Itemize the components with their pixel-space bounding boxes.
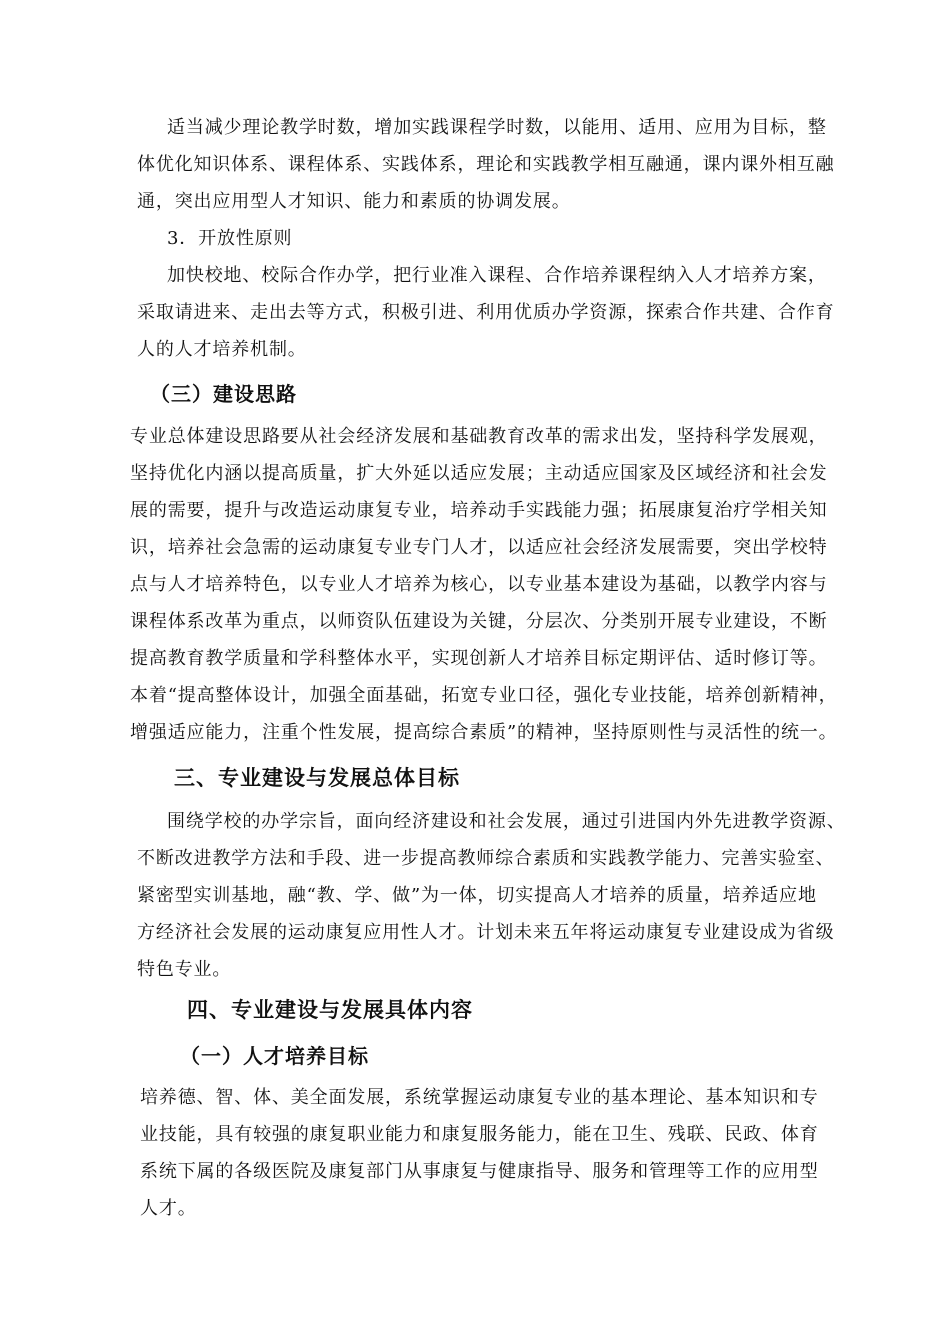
paragraph-line: 方经济社会发展的运动康复应用性人才。计划未来五年将运动康复专业建设成为省级 bbox=[137, 922, 835, 943]
paragraph-line: 适当减少理论教学时数，增加实践课程学时数，以能用、适用、应用为目标，整 bbox=[167, 117, 827, 138]
paragraph-line: 点与人才培养特色，以专业人才培养为核心，以专业基本建设为基础，以教学内容与 bbox=[130, 574, 828, 595]
paragraph-line: 人的人才培养机制。 bbox=[137, 339, 307, 360]
paragraph-line: 坚持优化内涵以提高质量，扩大外延以适应发展；主动适应国家及区域经济和社会发 bbox=[130, 463, 828, 484]
paragraph-line: 本着“提高整体设计，加强全面基础，拓宽专业口径，强化专业技能，培养创新精神， bbox=[130, 685, 838, 706]
principle-title: 3．开放性原则 bbox=[167, 228, 293, 249]
paragraph-line: 不断改进教学方法和手段、进一步提高教师综合素质和实践教学能力、完善实验室、 bbox=[137, 848, 835, 869]
paragraph-line: 展的需要，提升与改造运动康复专业，培养动手实践能力强；拓展康复治疗学相关知 bbox=[130, 500, 828, 521]
paragraph-line: 加快校地、校际合作办学，把行业准入课程、合作培养课程纳入人才培养方案， bbox=[167, 265, 827, 286]
paragraph-line: 提高教育教学质量和学科整体水平，实现创新人才培养目标定期评估、适时修订等。 bbox=[130, 648, 828, 669]
section-subheading: （三）建设思路 bbox=[150, 382, 297, 406]
paragraph-line: 体优化知识体系、课程体系、实践体系，理论和实践教学相互融通，课内课外相互融 bbox=[137, 154, 835, 175]
paragraph-line: 围绕学校的办学宗旨，面向经济建设和社会发展，通过引进国内外先进教学资源、 bbox=[167, 811, 846, 832]
paragraph-line: 系统下属的各级医院及康复部门从事康复与健康指导、服务和管理等工作的应用型 bbox=[140, 1161, 819, 1182]
section-heading: 四、专业建设与发展具体内容 bbox=[187, 998, 473, 1022]
paragraph-line: 专业总体建设思路要从社会经济发展和基础教育改革的需求出发，坚持科学发展观， bbox=[130, 426, 828, 447]
paragraph-line: 识，培养社会急需的运动康复专业专门人才，以适应社会经济发展需要，突出学校特 bbox=[130, 537, 828, 558]
section-subheading: （一）人才培养目标 bbox=[180, 1044, 369, 1068]
paragraph-line: 紧密型实训基地，融“教、学、做”为一体，切实提高人才培养的质量，培养适应地 bbox=[137, 885, 817, 906]
paragraph-line: 课程体系改革为重点，以师资队伍建设为关键，分层次、分类别开展专业建设，不断 bbox=[130, 611, 828, 632]
section-heading: 三、专业建设与发展总体目标 bbox=[174, 766, 460, 790]
paragraph-line: 培养德、智、体、美全面发展，系统掌握运动康复专业的基本理论、基本知识和专 bbox=[140, 1087, 819, 1108]
paragraph-line: 通，突出应用型人才知识、能力和素质的协调发展。 bbox=[137, 191, 571, 212]
paragraph-line: 特色专业。 bbox=[137, 959, 232, 980]
paragraph-line: 人才。 bbox=[140, 1198, 197, 1219]
paragraph-line: 增强适应能力，注重个性发展，提高综合素质”的精神，坚持原则性与灵活性的统一。 bbox=[130, 722, 838, 743]
paragraph-line: 采取请进来、走出去等方式，积极引进、利用优质办学资源，探索合作共建、合作育 bbox=[137, 302, 835, 323]
paragraph-line: 业技能，具有较强的康复职业能力和康复服务能力，能在卫生、残联、民政、体育 bbox=[140, 1124, 819, 1145]
